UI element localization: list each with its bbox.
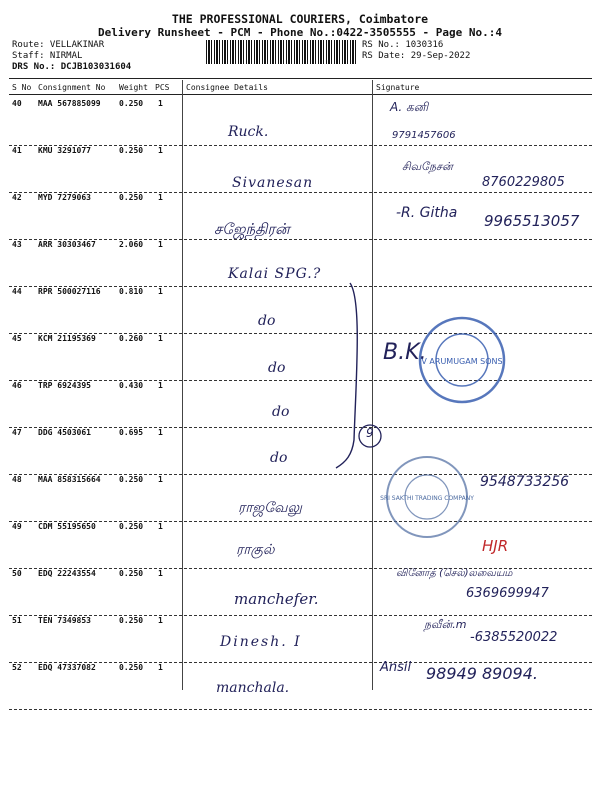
signature-48-phone: 9548733256 bbox=[480, 474, 570, 490]
row-pcs: 1 bbox=[158, 240, 163, 249]
col-header-pcs: PCS bbox=[155, 83, 170, 92]
consignee-hand-48: ராஜவேலு bbox=[238, 500, 302, 516]
signature-40-name: A. கனி bbox=[390, 100, 429, 114]
staff-label: Staff: NIRMAL bbox=[12, 51, 83, 61]
row-weight: 2.060 bbox=[119, 240, 144, 249]
consignee-hand-51: Dinesh. I bbox=[220, 634, 302, 650]
row-sno: 40 bbox=[12, 99, 22, 108]
row-weight: 0.430 bbox=[119, 381, 144, 390]
consignee-hand-46: do bbox=[272, 404, 290, 420]
row-consignment-no: DDG 4503061 bbox=[38, 428, 91, 437]
row-pcs: 1 bbox=[158, 99, 163, 108]
signature-41-phone: 8760229805 bbox=[482, 175, 565, 190]
consignee-hand-47: do bbox=[270, 450, 288, 466]
row-sno: 51 bbox=[12, 616, 22, 625]
row-sno: 42 bbox=[12, 193, 22, 202]
consignee-hand-49: ராகுல் bbox=[236, 542, 275, 558]
col-header-signature: Signature bbox=[376, 83, 420, 92]
col-header-sno: S No bbox=[12, 83, 32, 92]
signature-41-name: சிவநேசன் bbox=[402, 160, 453, 173]
drs-label: DRS No.: DCJB103031604 bbox=[12, 62, 132, 72]
row-consignment-no: ARR 30303467 bbox=[38, 240, 96, 249]
consignee-hand-52: manchala. bbox=[216, 680, 290, 696]
row-sno: 52 bbox=[12, 663, 22, 672]
row-sno: 47 bbox=[12, 428, 22, 437]
signature-52-name: Ansil bbox=[380, 660, 412, 675]
signature-44: B.K. bbox=[383, 340, 427, 365]
route-label: Route: VELLAKINAR bbox=[12, 40, 105, 50]
signature-50-name: வினோத் (செல்)லவையம் bbox=[396, 568, 513, 579]
row-sno: 50 bbox=[12, 569, 22, 578]
row-weight: 0.250 bbox=[119, 569, 144, 578]
row-sno: 45 bbox=[12, 334, 22, 343]
row-weight: 0.250 bbox=[119, 616, 144, 625]
rs-date: RS Date: 29-Sep-2022 bbox=[362, 51, 471, 61]
row-consignment-no: MAA 858315664 bbox=[38, 475, 101, 484]
bracket-stroke bbox=[336, 283, 357, 468]
col-header-consignment: Consignment No bbox=[38, 83, 106, 92]
signature-52-phone: 98949 89094. bbox=[426, 664, 538, 683]
row-sno: 48 bbox=[12, 475, 22, 484]
runsheet-subtitle: Delivery Runsheet - PCM - Phone No.:0422-3505555 - Page No.:4 bbox=[98, 26, 502, 39]
row-consignment-no: RPR 500027116 bbox=[38, 287, 101, 296]
row-pcs: 1 bbox=[158, 522, 163, 531]
hjr-mark: HJR bbox=[482, 537, 509, 555]
col-header-consignee: Consignee Details bbox=[186, 83, 268, 92]
row-consignment-no: KCM 21195369 bbox=[38, 334, 96, 343]
row-sno: 46 bbox=[12, 381, 22, 390]
row-weight: 0.810 bbox=[119, 287, 144, 296]
row-pcs: 1 bbox=[158, 193, 163, 202]
consignee-hand-50: manchefer. bbox=[234, 590, 319, 608]
col-header-weight: Weight bbox=[119, 83, 148, 92]
signature-47-mark: 9 bbox=[366, 426, 374, 440]
row-pcs: 1 bbox=[158, 334, 163, 343]
company-stamp-2 bbox=[380, 457, 474, 537]
stamp-2-text: SRI SAKTHI TRADING COMPANY bbox=[380, 495, 474, 502]
circled-mark bbox=[359, 425, 381, 447]
company-title: THE PROFESSIONAL COURIERS, Coimbatore bbox=[171, 12, 429, 26]
row-sno: 43 bbox=[12, 240, 22, 249]
row-weight: 0.250 bbox=[119, 522, 144, 531]
row-weight: 0.250 bbox=[119, 146, 144, 155]
consignee-hand-45: do bbox=[268, 360, 286, 376]
signature-40-phone: 9791457606 bbox=[392, 130, 456, 141]
row-pcs: 1 bbox=[158, 475, 163, 484]
consignee-hand-40: Ruck. bbox=[228, 124, 269, 140]
consignee-hand-42: சஜேந்திரன் bbox=[214, 220, 290, 238]
row-consignment-no: EDQ 22243554 bbox=[38, 569, 96, 578]
company-stamp-1 bbox=[420, 318, 504, 402]
row-sno: 49 bbox=[12, 522, 22, 531]
consignee-hand-43: Kalai SPG.? bbox=[228, 266, 322, 282]
rs-number: RS No.: 1030316 bbox=[362, 40, 444, 50]
row-weight: 0.250 bbox=[119, 475, 144, 484]
signature-42-phone: 9965513057 bbox=[484, 212, 580, 230]
signature-50-phone: 6369699947 bbox=[466, 586, 549, 601]
row-pcs: 1 bbox=[158, 663, 163, 672]
row-consignment-no: MYD 7279063 bbox=[38, 193, 91, 202]
row-weight: 0.250 bbox=[119, 663, 144, 672]
row-pcs: 1 bbox=[158, 381, 163, 390]
row-weight: 0.695 bbox=[119, 428, 144, 437]
row-weight: 0.250 bbox=[119, 99, 144, 108]
row-pcs: 1 bbox=[158, 616, 163, 625]
signature-51-name: நவீன்.m bbox=[424, 618, 467, 631]
consignee-hand-41: Sivanesan bbox=[232, 175, 314, 191]
row-pcs: 1 bbox=[158, 428, 163, 437]
row-pcs: 1 bbox=[158, 146, 163, 155]
row-weight: 0.250 bbox=[119, 193, 144, 202]
row-consignment-no: MAA 567885099 bbox=[38, 99, 101, 108]
row-sno: 44 bbox=[12, 287, 22, 296]
consignee-hand-44: do bbox=[258, 313, 276, 329]
row-weight: 0.260 bbox=[119, 334, 144, 343]
signature-51-phone: -6385520022 bbox=[470, 630, 558, 645]
row-consignment-no: TEN 7349853 bbox=[38, 616, 91, 625]
signature-42-name: -R. Githa bbox=[396, 205, 458, 221]
row-consignment-no: KMU 3291077 bbox=[38, 146, 91, 155]
row-consignment-no: TRP 6924395 bbox=[38, 381, 91, 390]
stamp-1-text: V ARUMUGAM SONS bbox=[421, 357, 503, 366]
row-sno: 41 bbox=[12, 146, 22, 155]
row-pcs: 1 bbox=[158, 569, 163, 578]
row-consignment-no: EDQ 47337082 bbox=[38, 663, 96, 672]
row-consignment-no: CDM 55195650 bbox=[38, 522, 96, 531]
row-pcs: 1 bbox=[158, 287, 163, 296]
